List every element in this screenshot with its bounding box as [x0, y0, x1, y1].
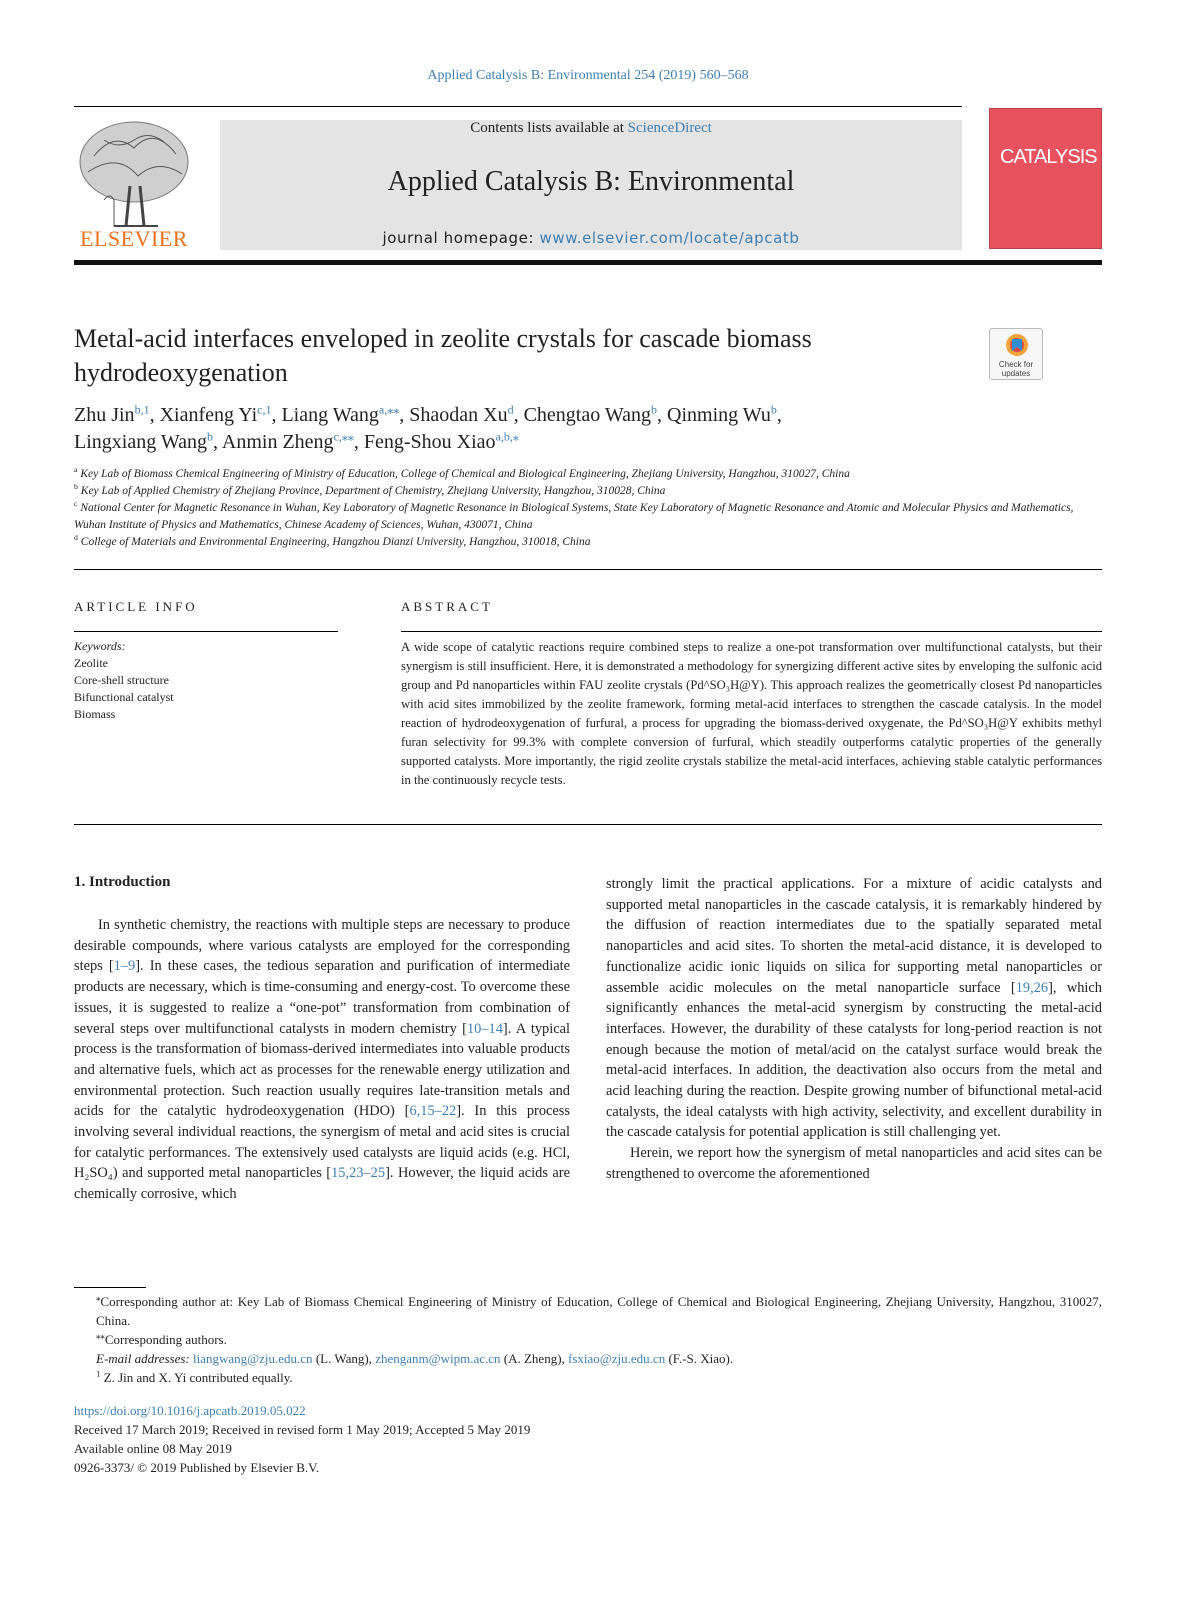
footnote-mark: ⁎ [96, 1292, 101, 1303]
author-name: Xianfeng Yi [159, 404, 258, 426]
top-rule [74, 106, 962, 107]
footnote [74, 1368, 1102, 1387]
author-name: Liang Wang [281, 404, 379, 426]
author-affiliation-mark[interactable]: b [207, 429, 213, 444]
footnote-mark: ⁎⁎ [96, 1330, 105, 1341]
keyword: Bifunctional catalyst [74, 690, 174, 704]
affiliations [74, 466, 1102, 551]
footnote-rule [74, 1287, 146, 1288]
received-dates: Received 17 March 2019; Received in revised form 1 May 2019; Accepted 5 May 2019 [74, 1422, 531, 1437]
cover-title: CATALYSIS [1000, 146, 1097, 168]
author-separator: , [213, 431, 222, 453]
homepage-link[interactable]: www.elsevier.com/locate/apcatb [539, 229, 800, 247]
paragraph [606, 874, 1102, 1143]
elsevier-wordmark: ELSEVIER [80, 226, 188, 251]
author [74, 431, 213, 453]
footnote-text: Z. Jin and X. Yi contributed equally. [103, 1370, 293, 1385]
email-owner: (L. Wang), [312, 1351, 376, 1366]
affiliation-mark: c [74, 499, 78, 509]
text-run: strongly limit the practical applications. For a mixture of acidic catalysts and supported metal nanoparticles in the cascade catalysis, it is remarkably hindered by the diffusion of reaction intermediates due to the spatially separated metal nanoparticles and acid sites. To shorten the metal-acid distance, it is developed to functionalize acidic ionic liquids on silica for supporting metal nanoparticles or assemble acidic molecules on the metal nanoparticle surface [ [606, 876, 1102, 996]
header-thick-rule [74, 260, 1102, 265]
email-owner: (F.-S. Xiao). [665, 1351, 734, 1366]
article-info-label: ARTICLE INFO [74, 599, 198, 614]
author-affiliation-mark[interactable]: d [507, 402, 514, 417]
author-affiliation-mark[interactable]: a,b,⁎ [495, 429, 519, 444]
article-info-rule [74, 631, 338, 632]
author-affiliation-mark[interactable]: b,1 [134, 402, 150, 417]
affiliation [74, 466, 1102, 483]
affiliation [74, 500, 1102, 534]
sciencedirect-link[interactable]: ScienceDirect [627, 120, 712, 136]
body-column-right [606, 874, 1102, 1185]
citation-link[interactable]: 10–14 [466, 1020, 503, 1037]
rule-abstract [74, 824, 1102, 825]
affiliation [74, 534, 1102, 551]
author-name: Qinming Wu [667, 404, 771, 426]
author-affiliation-mark[interactable]: c,1 [257, 402, 272, 417]
text-run: ], which significantly enhances the metal-acid synergism by constructing the metal-acid interfaces. However, the durability of these catalysts for long-period reaction is not enough because the motion of metal/acid on the catalyst surface would break the metal-acid interfaces. In addition, the deactivation also occurs from the metal and acid leaching during the reaction. Despite growing number of bifunctional metal-acid catalysts, the ideal catalysts with high activity, selectivity, and excellent durability in the cascade catalysis for potential application is still challenging yet. [606, 979, 1102, 1141]
author [281, 404, 399, 426]
homepage-line [220, 229, 962, 247]
affiliation-text: College of Materials and Environmental Engineering, Hangzhou Dianzi University, Hangzhou, 310018, China [77, 536, 591, 548]
journal-cover-thumbnail[interactable] [989, 108, 1102, 249]
author-name: Shaodan Xu [409, 404, 508, 426]
author [160, 404, 272, 426]
author-list [74, 402, 1102, 456]
copyright: 0926-3373/ © 2019 Published by Elsevier B.V. [74, 1460, 320, 1475]
author [74, 404, 150, 426]
text-run: ]. In these cases, the tedious separation and purification of intermediate products are necessary, which is time-consuming and energy-cost. To overcome these issues, it is suggested to realize a “one-pot” transformation from combination of several steps over multifunctional catalysts in modern chemistry [ [74, 958, 570, 1037]
footnotes [74, 1292, 1102, 1387]
article-title: Metal-acid interfaces enveloped in zeolite crystals for cascade biomass hydrodeoxygenation [74, 324, 812, 387]
author [667, 404, 777, 426]
author-affiliation-mark[interactable]: c,⁎⁎ [333, 429, 354, 444]
email-link[interactable]: liangwang@zju.edu.cn [193, 1351, 313, 1366]
homepage-prefix: journal homepage: [382, 229, 540, 247]
affiliation-mark: a [74, 465, 78, 475]
author-name: Feng-Shou Xiao [363, 431, 496, 453]
author-name: Anmin Zheng [221, 431, 334, 453]
affiliation-text: Key Lab of Applied Chemistry of Zhejiang Province, Department of Chemistry, Zhejiang University, Hangzhou, 310028, China [77, 485, 666, 497]
abstract-text: A wide scope of catalytic reactions require combined steps to realize a one-pot transformation over multifunctional catalysts, but their synergism is still insufficient. Here, it is demonstrated a methodology for synergizing different active sites by enveloping the sulfonic acid group and Pd nanoparticles within FAU zeolite crystals (Pd^SO₃H@Y). This approach realizes the geometrically closest Pd nanoparticles with acid sites immobilized by the zeolite framework, forming metal-acid interfaces to strengthen the cascade catalysis. In the model reaction of hydrodeoxygenation of furfural, a process for upgrading the biomass-derived oxygenate, the Pd^SO₃H@Y exhibits methyl furan selectivity for 99.3% with complete conversion of furfural, which steadily outperforms catalytic properties of the generally supported catalysts. More importantly, the rigid zeolite crystals stabilize the metal-acid interfaces, achieving stable catalytic performances in the continuously recycle tests. [401, 640, 1102, 787]
author-name: Chengtao Wang [523, 404, 652, 426]
footnote-mark: 1 [96, 1368, 101, 1379]
check-updates-icon [990, 329, 1044, 363]
section-heading-introduction: 1. Introduction [74, 874, 171, 890]
abstract-label: ABSTRACT [401, 599, 493, 614]
email-owner: (A. Zheng), [500, 1351, 569, 1366]
email-label: E-mail addresses: [96, 1351, 190, 1366]
text-run: In synthetic chemistry, the reactions with multiple steps are necessary to produce desirable compounds, where various catalysts are employed for the corresponding steps [ [74, 917, 570, 975]
footnote [74, 1292, 1102, 1330]
email-footnote [74, 1349, 1102, 1368]
email-link[interactable]: zhenganm@wipm.ac.cn [375, 1351, 501, 1366]
author-separator: , [657, 404, 668, 426]
contents-prefix: Contents lists available at [470, 120, 628, 136]
affiliation-mark: d [74, 533, 78, 543]
contents-line [220, 120, 962, 137]
paragraph [74, 915, 570, 1205]
author [524, 404, 657, 426]
check-updates-label: Check for updates [998, 360, 1034, 378]
author-separator: , [353, 431, 364, 453]
body-column-left [74, 915, 570, 1205]
keyword: Biomass [74, 707, 116, 721]
author [364, 431, 519, 453]
affiliation-text: Key Lab of Biomass Chemical Engineering of Ministry of Education, College of Chemical and Biological Engineering, Zhejiang University, Hangzhou, 310027, China [77, 468, 850, 480]
author-affiliation-mark[interactable]: b [770, 402, 777, 417]
author-separator: , [776, 404, 782, 426]
keywords-block [74, 638, 338, 723]
affiliation-text: National Center for Magnetic Resonance in Wuhan, Key Laboratory of Magnetic Resonance in Biological Systems, State Key Laboratory of Magnetic Resonance and Atomic and Molecular Physics and Mathematics, Wuhan Institute of Physics and Mathematics, Chinese Academy of Sciences, Wuhan, 430071, China [74, 502, 1074, 531]
text-run: ]. In this process involving several individual reactions, the synergism of metal and acid sites is crucial for catalytic performances. The extensively used catalysts are liquid acids (e.g. HCl, H₂SO₄) and supported metal nanoparticles [ [74, 1103, 571, 1182]
paragraph: Herein, we report how the synergism of metal nanoparticles and acid sites can be strengthened to overcome the aforementioned [606, 1145, 1102, 1182]
citation-link[interactable]: 19,26 [1015, 979, 1049, 996]
doi-link[interactable]: https://doi.org/10.1016/j.apcatb.2019.05.022 [74, 1403, 306, 1418]
author-name: Lingxiang Wang [74, 431, 207, 453]
author-affiliation-mark[interactable]: b [651, 402, 658, 417]
affiliation [74, 483, 1102, 500]
citation-link[interactable]: 6,15–22 [409, 1103, 457, 1120]
online-date: Available online 08 May 2019 [74, 1441, 232, 1456]
author-separator: , [399, 404, 410, 426]
publication-info [74, 1401, 774, 1477]
footnote-text: Corresponding authors. [104, 1332, 227, 1347]
author [222, 431, 354, 453]
author [409, 404, 513, 426]
rule-affiliations [74, 569, 1102, 570]
author-separator: , [513, 404, 524, 426]
text-run: ]. A typical process is the transformation of biomass-derived intermediates into valuable products and alternative fuels, which act as processes for the renewable energy utilization and environmental protection. Such reaction usually requires late-transition metals and acids for the catalytic hydrodeoxygenation (HDO) [ [74, 1020, 570, 1120]
keywords-label: Keywords: [74, 639, 126, 653]
citation-link[interactable]: 15,23–25 [331, 1165, 386, 1182]
keyword: Core-shell structure [74, 673, 169, 687]
journal-reference[interactable]: Applied Catalysis B: Environmental 254 (2019) 560–568 [427, 68, 749, 83]
affiliation-mark: b [74, 482, 78, 492]
footnote [74, 1330, 1102, 1349]
email-link[interactable]: fsxiao@zju.edu.cn [568, 1351, 666, 1366]
author-separator: , [149, 404, 160, 426]
author-name: Zhu Jin [74, 404, 135, 426]
citation-link[interactable]: 1–9 [113, 958, 136, 975]
abstract-rule [401, 631, 1102, 632]
text-run: ]. However, the liquid acids are chemically corrosive, which [74, 1165, 570, 1203]
keyword: Zeolite [74, 656, 108, 670]
author-separator: , [271, 404, 282, 426]
journal-title: Applied Catalysis B: Environmental [387, 166, 795, 197]
footnote-text: Corresponding author at: Key Lab of Biomass Chemical Engineering of Ministry of Education, College of Chemical and Biological Engineering, Zhejiang University, Hangzhou, 310027, China. [96, 1294, 1102, 1328]
author-affiliation-mark[interactable]: a,⁎⁎ [378, 402, 400, 417]
